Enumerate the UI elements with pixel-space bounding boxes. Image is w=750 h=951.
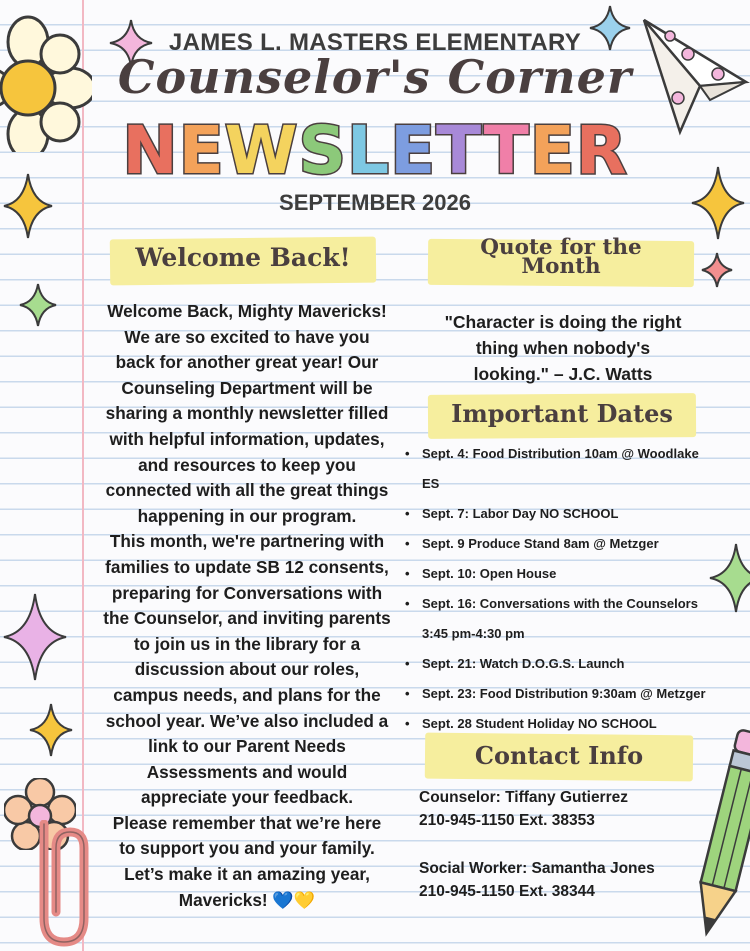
- date-item-text: • Sept. 10: Open House: [422, 566, 557, 581]
- quote-line: looking." – J.C. Watts: [473, 364, 653, 384]
- date-item: [405, 439, 750, 499]
- contact-heading: Contact Info: [474, 741, 644, 770]
- dates-heading: Important Dates: [451, 399, 673, 428]
- quote-line: "Character is doing the right: [444, 312, 682, 332]
- welcome-line: with helpful information, updates,: [109, 428, 385, 449]
- welcome-line: families to update SB 12 consents,: [105, 556, 389, 577]
- newsletter-subtitle: [0, 112, 750, 189]
- quote-line: thing when nobody's: [475, 338, 651, 358]
- welcome-line: Mavericks! 💙💛: [178, 889, 316, 910]
- welcome-line: Counseling Department will be: [121, 377, 373, 398]
- welcome-line: connected with all the great things: [105, 480, 389, 501]
- welcome-line: sharing a monthly newsletter filled: [105, 403, 389, 424]
- date-item-text: • Sept. 28 Student Holiday NO SCHOOL: [422, 716, 657, 731]
- welcome-line: Let’s make it an amazing year,: [124, 864, 370, 885]
- subtitle-letter: T: [436, 112, 484, 189]
- date-item: [405, 589, 750, 649]
- welcome-line: Welcome Back, Mighty Mavericks!: [107, 301, 387, 321]
- welcome-line: appreciate your feedback.: [140, 787, 354, 808]
- welcome-line: Please remember that we’re here: [112, 812, 382, 833]
- sparkle-icon: [18, 282, 58, 328]
- newsletter-title: Counselor's Corner: [117, 50, 633, 104]
- sparkle-icon: [700, 251, 734, 289]
- date-item: [405, 679, 750, 709]
- date-item: [405, 499, 750, 529]
- date-item-text: • Sept. 9 Produce Stand 8am @ Metzger: [422, 536, 659, 551]
- newsletter-month: SEPTEMBER 2026: [279, 190, 471, 215]
- welcome-line: campus needs, and plans for the: [113, 684, 381, 705]
- subtitle-letter: T: [483, 112, 530, 189]
- subtitle-letter: W: [224, 112, 299, 189]
- date-item-text: • Sept. 16: Conversations with the Counselors: [422, 596, 698, 611]
- welcome-line: discussion about our roles,: [134, 659, 360, 680]
- social-worker-name: Social Worker: Samantha Jones: [419, 860, 655, 877]
- date-item-text: • Sept. 7: Labor Day NO SCHOOL: [422, 506, 619, 521]
- school-name: JAMES L. MASTERS ELEMENTARY: [168, 29, 582, 56]
- date-item-text: • Sept. 21: Watch D.O.G.S. Launch: [422, 656, 625, 671]
- date-item-text: • Sept. 23: Food Distribution 9:30am @ Metzger: [422, 686, 706, 701]
- date-item-text-continued: ES: [422, 476, 440, 491]
- welcome-line: This month, we're partnering with: [109, 531, 385, 552]
- quote-heading-line: Month: [521, 254, 601, 279]
- sparkle-icon: [2, 592, 68, 682]
- pencil-icon: [692, 728, 750, 951]
- welcome-line: back for another great year! Our: [115, 352, 379, 373]
- date-item-text-continued: 3:45 pm-4:30 pm: [422, 626, 525, 641]
- welcome-line: and resources to keep you: [138, 454, 356, 475]
- subtitle-letter: N: [122, 112, 179, 189]
- welcome-line: to support you and your family.: [119, 838, 375, 859]
- counselor-phone: 210-945-1150 Ext. 38353: [419, 812, 595, 829]
- subtitle-letter: L: [347, 112, 391, 189]
- welcome-line: preparing for Conversations with: [111, 582, 383, 603]
- date-item-text: • Sept. 4: Food Distribution 10am @ Woodlake: [422, 446, 699, 461]
- welcome-message: [86, 299, 408, 913]
- welcome-line: to join us in the library for a: [133, 633, 361, 654]
- date-item: [405, 649, 750, 679]
- quote-heading-line: Quote for the: [480, 235, 642, 260]
- welcome-line: happening in our program.: [137, 505, 357, 526]
- date-item: [405, 529, 750, 559]
- welcome-line: school year. We’ve also included a: [105, 710, 389, 731]
- subtitle-letter: E: [529, 112, 576, 189]
- subtitle-letter: S: [298, 112, 348, 189]
- welcome-line: We are so excited to have you: [124, 326, 370, 347]
- subtitle-letter: E: [178, 112, 225, 189]
- subtitle-letter: E: [390, 112, 437, 189]
- quote-heading: [428, 235, 694, 279]
- welcome-heading: Welcome Back!: [135, 243, 351, 272]
- sparkle-icon: [28, 702, 74, 758]
- welcome-line: Assessments and would: [146, 761, 348, 782]
- welcome-line: link to our Parent Needs: [148, 736, 346, 757]
- date-item: [405, 559, 750, 589]
- quote-text: [425, 309, 701, 387]
- welcome-line: the Counselor, and inviting parents: [103, 608, 391, 629]
- counselor-name: Counselor: Tiffany Gutierrez: [419, 789, 628, 806]
- important-dates-list: [405, 439, 750, 739]
- subtitle-letter: R: [575, 112, 628, 189]
- social-worker-phone: 210-945-1150 Ext. 38344: [419, 883, 595, 900]
